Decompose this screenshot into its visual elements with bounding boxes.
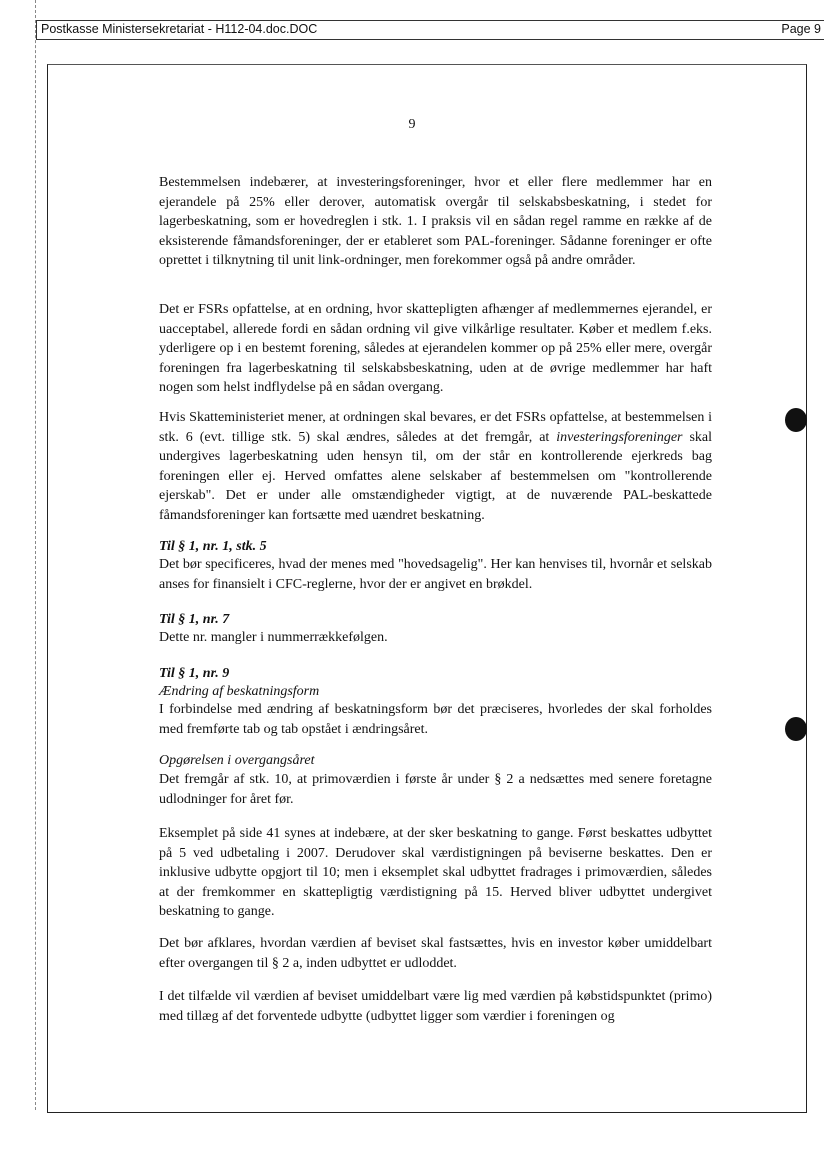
margin-rule: [35, 0, 36, 1110]
paragraph: Det fremgår af stk. 10, at primoværdien i første år under § 2 a nedsættes med senere foretagne udlodninger for året før.: [159, 772, 712, 807]
section-heading: Til § 1, nr. 7: [159, 612, 230, 627]
page-indicator: Page 9: [781, 22, 821, 36]
paragraph-text: Hvis Skatteministeriet mener, at ordningen skal bevares, er det FSRs opfattelse, at bestemmelsen i stk. 6 (evt. tillige stk. 5) skal ændres, således at det fremgår, at: [159, 410, 712, 445]
section-heading: Til § 1, nr. 9: [159, 666, 230, 681]
paragraph: Det er FSRs opfattelse, at en ordning, hvor skattepligten afhænger af medlemmernes ejerandel, er uacceptabel, allerede fordi en sådan ordning vil give vilkårlige resultater. Køber et medlem f.eks. yderligere op i en bestemt forening, således at ejerandelen kommer op på 25% eller mere, overgår foreningen fra lagerbeskatning til selskabsbeskatning, uden at de øvrige medlemmer har haft nogen som helst indflydelse på en sådan overgang.: [159, 302, 712, 395]
subsection-heading: Opgørelsen i overgangsåret: [159, 753, 315, 768]
paragraph: Bestemmelsen indebærer, at investeringsforeninger, hvor et eller flere medlemmer har en ejerandele på 25% eller derover, automatisk overgår til selskabsbeskatning, i stedet for lagerbeskatning, som er hovedreglen i stk. 1. I praksis vil en sådan regel ramme en række af de eksisterende fåmandsforeninger, der er etableret som PAL-foreninger. Sådanne foreninger er ofte oprettet i tilknytning til unit link-ordninger, men forekommer også på andre områder.: [159, 175, 712, 268]
paragraph: I forbindelse med ændring af beskatningsform bør det præciseres, hvorledes der skal forholdes med fremførte tab og tab opstået i ændringsåret.: [159, 702, 712, 737]
paragraph: [159, 408, 712, 525]
paragraph: Eksemplet på side 41 synes at indebære, at der sker beskatning to gange. Først beskattes udbyttet på 5 ved udbetaling i 2007. Derudover skal værdistigningen på beviserne beskattes. Den er inklusive udbytte opgjort til 10; men i eksemplet skal udbyttet fradrages i primoværdien, således at der fremkommer en skattepligtig værdistigning på 15. Herved bliver udbyttet undergivet beskatning to gange.: [159, 826, 712, 919]
document-title: Postkasse Ministersekretariat - H112-04.doc.DOC: [41, 22, 318, 36]
subsection-heading: Ændring af beskatningsform: [159, 684, 320, 699]
paragraph: Dette nr. mangler i nummerrækkefølgen.: [159, 630, 388, 645]
paragraph: Det bør specificeres, hvad der menes med "hovedsagelig". Her kan henvises til, hvornår et selskab anses for finansielt i CFC-reglerne, hvor der er angivet en brøkdel.: [159, 557, 712, 592]
paragraph: Det bør afklares, hvordan værdien af beviset skal fastsættes, hvis en investor køber umiddelbart efter overgangen til § 2 a, inden udbyttet er udloddet.: [159, 936, 712, 971]
paragraph: I det tilfælde vil værdien af beviset umiddelbart være lig med værdien på købstidspunktet (primo) med tillæg af det forventede udbytte (udbyttet ligger som værdier i foreningen og: [159, 989, 712, 1024]
page-number: 9: [408, 117, 416, 132]
section-heading: Til § 1, nr. 1, stk. 5: [159, 539, 267, 554]
paragraph-text: skal undergives lagerbeskatning uden hensyn til, om der står en kontrollerende ejerkreds bag foreningen eller ej. Herved omfattes alene selskaber af bestemmelsen om "kontrollerende ejerskab". Det er under alle omstændigheder vigtigt, at de nuværende PAL-beskattede fåmandsforeninger kan fortsætte med uændret beskatning.: [159, 429, 712, 523]
binder-hole-icon: [785, 717, 807, 741]
print-header: [36, 20, 824, 40]
emphasis-text: investeringsforeninger: [556, 429, 683, 445]
binder-hole-icon: [785, 408, 807, 432]
